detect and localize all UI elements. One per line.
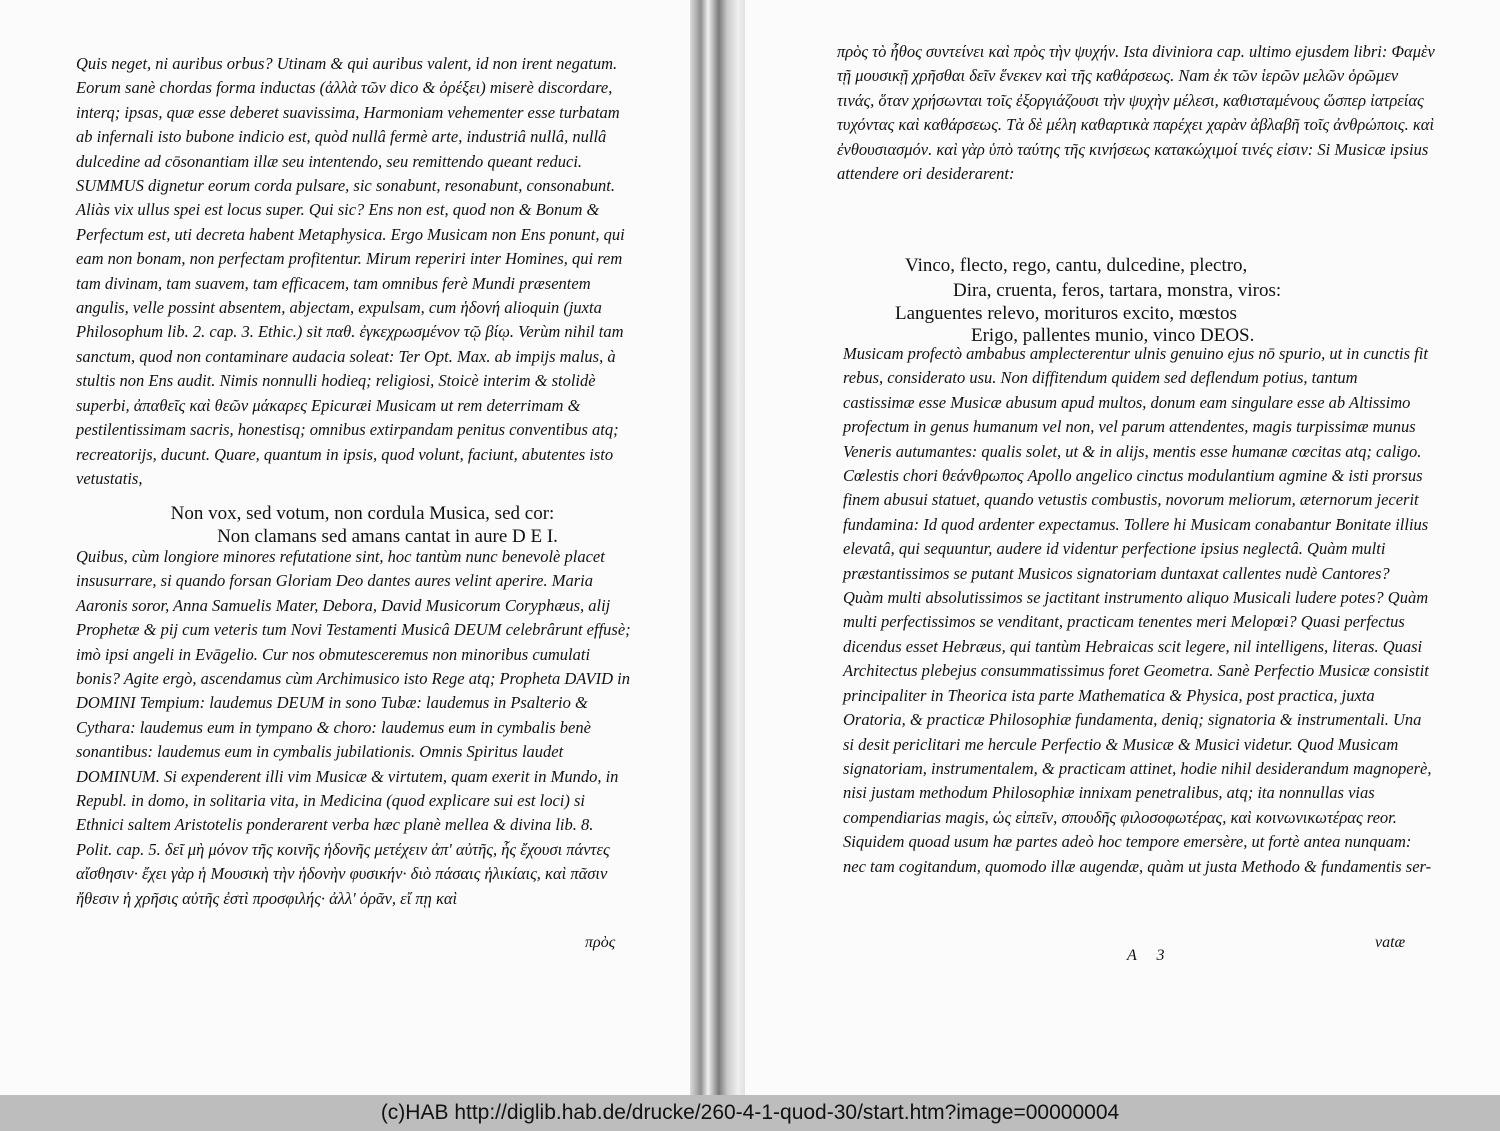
right-verse-line-3: Languentes relevo, morituros excito, mœstos — [895, 303, 1237, 324]
left-paragraph-1: Quis neget, ni auribus orbus? Utinam & qui auribus valent, id non irent negatum. Eorum sanè chordas forma inductas (ἀλλὰ τῶν dico & ὀρέξει) miserè discordare, interq; ipsas, quæ esse deberet suavissima, Harmoniam vehementer esse turbatam ab infernali isto bubone indicio est, quòd nullâ fermè arte, industriâ nullâ, nullâ dulcedine ad cōsonantiam illæ seu intentendo, seu remittendo queant reduci. SUMMUS dignetur eorum corda pulsare, sic sonabunt, resonabunt, consonabunt. Aliàs vix ullus spei est locus super. Qui sic? Ens non est, quod non & Bonum & Perfectum est, uti decreta habent Metaphysica. Ergo Musicam non Ens ponunt, qui eam non bonam, non perfectam profitentur. Mirum reperiri inter Homines, qui rem tam divinam, tam suavem, tam efficacem, tam omnibus ferè Mundi præsentem angulis, velle possint absentem, abjectam, expulsam, cum ἡδονή alioquin (juxta Philosophum lib. 2. cap. 3. Ethic.) sit παθ. ἐγκεχρωσμένον τῷ βίῳ. Verùm nihil tam sanctum, quod non contaminare audacia soleat: Ter Opt. Max. ab impijs malus, à stultis non Ens audit. Nimis nonnulli hodieq; religiosi, Stoicè interim & stolidè superbi, ἀπαθεῖς καὶ θεῶν μάκαρες Epicuræi Musicam ut rem deterrimam & pestilentissimam sacris, honestisq; omnibus extirpandam penitus conventibus atq; recreatorijs, ducunt. Quare, quantum in ipsis, quod volunt, faciunt, abutentes isto vetustatis, — [76, 54, 625, 488]
left-catchword: πρὸς — [585, 934, 616, 951]
left-verse-line-2: Non clamans sed amans cantat in aure D E I. — [217, 526, 558, 547]
right-verse-line-1: Vinco, flecto, rego, cantu, dulcedine, plectro, — [905, 255, 1248, 276]
signature-mark: A 3 — [1127, 947, 1173, 964]
left-verse-line-1: Non vox, sed votum, non cordula Musica, sed cor: — [170, 503, 555, 524]
right-page — [745, 0, 1500, 1095]
left-paragraph-2: Quibus, cùm longiore minores refutatione sint, hoc tantùm nunc benevolè placet insusurrare, si quando forsan Gloriam Deo dantes aures velint aperire. Maria Aaronis soror, Anna Samuelis Mater, Debora, David Musicorum Coryphæus, alij Prophetæ & pij cum veteris tum Novi Testamenti Musicâ DEUM celebrârunt effusè; imò ipsi angeli in Evāgelio. Cur nos obmutesceremus non minoribus cumulati bonis? Agite ergò, ascendamus cùm Archimusico isto Rege atq; Propheta DAVID in DOMINI Tempium: laudemus DEUM in sono Tubæ: laudemus in Psalterio & Cythara: laudemus eum in tympano & choro: laudemus eum in cymbalis benè sonantibus: laudemus eum in cymbalis jubilationis. Omnis Spiritus laudet DOMINUM. Si expenderent illi vim Musicæ & virtutem, quam exerit in Mundo, in Republ. in domo, in solitaria vita, in Medicina (quod explicare sui est loci) si Ethnici saltem Aristotelis ponderarent verba hæc planè mellea & divina lib. 8. Polit. cap. 5. δεῖ μὴ μόνον τῆς κοινῆς ἡδονῆς μετέχειν ἀπ' αὐτῆς, ἧς ἔχουσι πάντες αἴσθησιν· ἔχει γὰρ ἡ Μουσικὴ τὴν ἡδονὴν φυσικήν· διὸ πάσαις ἡλικίαις, καὶ πᾶσιν ἤθεσιν ἡ χρῆσις αὐτῆς ἐστὶ προσφιλής· ἀλλ' ὁρᾶν, εἴ πῃ καὶ — [76, 547, 631, 908]
book-gutter — [690, 0, 750, 1095]
left-page — [0, 0, 695, 1095]
footer-credit-link[interactable]: (c)HAB http://diglib.hab.de/drucke/260-4-1-quod-30/start.htm?image=00000004 — [380, 1101, 1120, 1124]
copyright-footer — [0, 1095, 1500, 1131]
right-verse-line-4: Erigo, pallentes munio, vinco DEOS. — [971, 325, 1255, 346]
right-verse-line-2: Dira, cruenta, feros, tartara, monstra, viros: — [953, 280, 1282, 301]
right-paragraph-2: Musicam profectò ambabus amplecterentur ulnis genuino ejus nō spurio, ut in cunctis fit rebus, considerato usu. Non diffitendum quidem sed deflendum potius, tantum castissimæ esse Musicæ abusum apud multos, donum eam singulare esse ab Altissimo profectum in genus humanum vel non, vel parum attendentes, magis turpissimæ munus Veneris autumantes: qualis solet, ut & in alijs, mentis esse humanæ cœcitas atq; caligo. Cœlestis chori θεάνθρωπος Apollo angelico cinctus modulantium agmine & isti prorsus finem abusui statuet, quando vetustis combustis, novorum meliorum, æternorum jecerit fundamina: Id quod ardenter expectamus. Tollere hi Musicam conabantur Bonitate illius elevatâ, qui sequuntur, audere id videntur perfectione ipsius neglectâ. Quàm multi præstantissimos se putant Musicos signatoriam duntaxat callentes nudè Cantores? Quàm multi absolutissimos se jactitant instrumento aliquo Musicali ludere potes? Quàm multi perfectissimos se venditant, practicam tenentes meri Melopœi? Quasi perfectus dicendus esset Hebræus, qui tantùm Hebraicas scit legere, nil intelligens, literas. Quasi Architectus plebejus consummatissimus foret Geometra. Sanè Perfectio Musicæ consistit principaliter in Theorica ista parte Mathematica & Physica, post practica, juxta Oratoria, & practicæ Philosophiæ fundamenta, deniq; signatoria & instrumentali. Una si desit periclitari me hercule Perfectio & Musicæ & Musici videtur. Quod Musicam signatoriam, instrumentalem, & practicam attinet, hodie nihil desiderandum magnoperè, nisi justam methodum Philosophiæ innixam penetralibus, atq; ita nonnullas vias compendiarias magis, ὡς εἰπεῖν, σπουδῆς φιλοσοφωτέρας, καὶ κοινωνικωτέρας reor. Siquidem quoad usum hæ partes adeò hoc tempore emersère, ut fortè antea nunquam: nec tam cogitandum, quomodo illæ augendæ, quàm ut justa Methodo & fundamentis ser- — [843, 344, 1432, 876]
right-paragraph-1: πρὸς τὸ ἦθος συντείνει καὶ πρὸς τὴν ψυχήν. Ista diviniora cap. ultimo ejusdem libri: Φαμὲν τῇ μουσικῇ χρῆσθαι δεῖν ἕνεκεν καὶ τῆς καθάρσεως. Nam ἐκ τῶν ἱερῶν μελῶν ὁρῶμεν τινάς, ὅταν χρήσωνται τοῖς ἐξοργιάζουσι τὴν ψυχὴν μέλεσι, καθισταμένους ὥσπερ ἰατρείας τυχόντας καὶ καθάρσεως. Τὰ δὲ μέλη καθαρτικὰ παρέχει χαρὰν ἀβλαβῆ τοῖς ἀνθρώποις. καὶ ἐνθουσιασμόν. καὶ γὰρ ὑπὸ ταύτης τῆς κινήσεως κατακώχιμοί τινές εἰσιν: Si Musicæ ipsius attendere ori desiderarent: — [837, 42, 1435, 184]
right-catchword: vatæ — [1375, 934, 1406, 951]
